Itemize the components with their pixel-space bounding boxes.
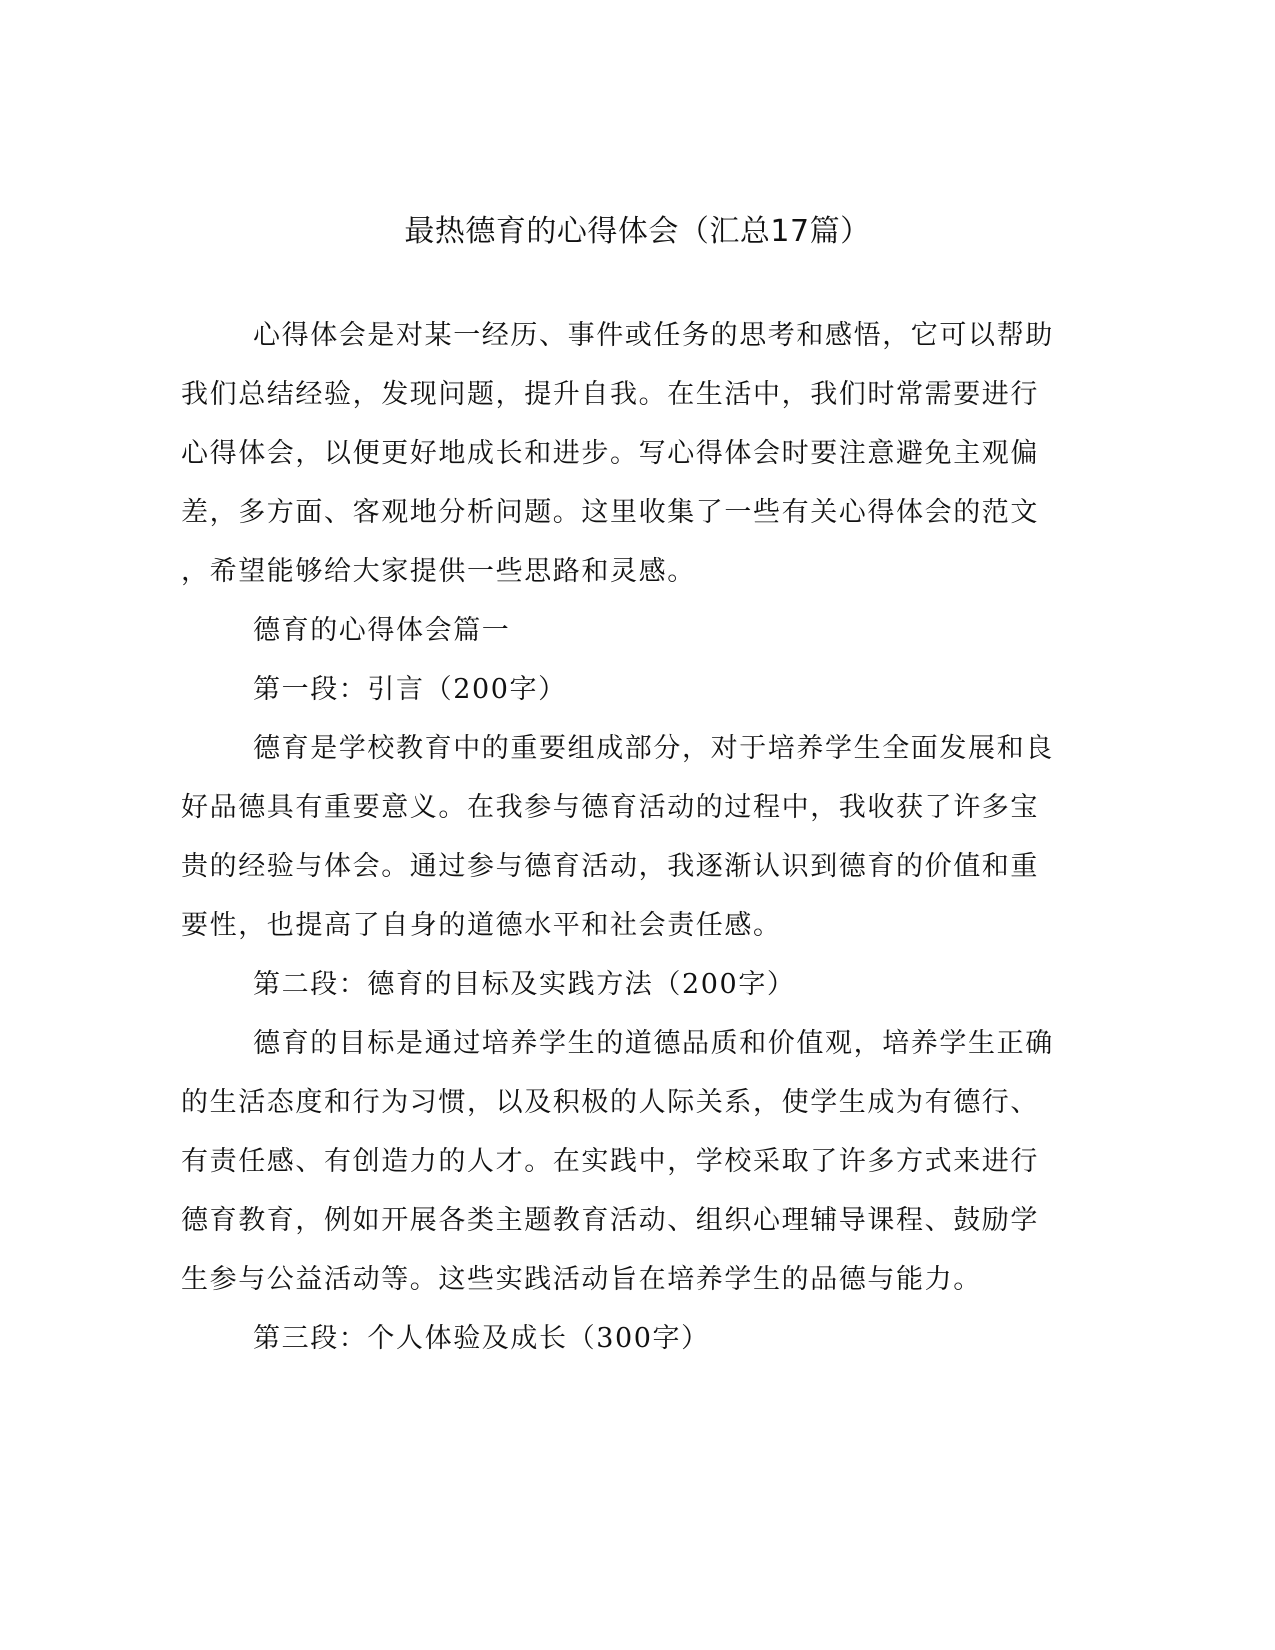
paragraph-line: 我们总结经验，发现问题，提升自我。在生活中，我们时常需要进行	[181, 379, 1039, 410]
paragraph-line: 好品德具有重要意义。在我参与德育活动的过程中，我收获了许多宝	[181, 792, 1039, 823]
paragraph-line: 的生活态度和行为习惯，以及积极的人际关系，使学生成为有德行、	[181, 1087, 1039, 1118]
section-heading: 德育的心得体会篇一	[253, 615, 511, 646]
paragraph-line: 德育教育，例如开展各类主题教育活动、组织心理辅导课程、鼓励学	[181, 1205, 1039, 1236]
paragraph-line: 德育的目标是通过培养学生的道德品质和价值观，培养学生正确	[253, 1028, 1054, 1059]
paragraph-line: ，希望能够给大家提供一些思路和灵感。	[181, 556, 696, 587]
paragraph-line: 要性，也提高了自身的道德水平和社会责任感。	[181, 910, 782, 941]
paragraph-line: 差，多方面、客观地分析问题。这里收集了一些有关心得体会的范文	[181, 497, 1039, 528]
section-heading: 第二段：德育的目标及实践方法（200字）	[253, 969, 796, 1000]
section-heading: 第三段：个人体验及成长（300字）	[253, 1323, 710, 1354]
paragraph-line: 贵的经验与体会。通过参与德育活动，我逐渐认识到德育的价值和重	[181, 851, 1039, 882]
paragraph-line: 有责任感、有创造力的人才。在实践中，学校采取了许多方式来进行	[181, 1146, 1039, 1177]
paragraph-line: 心得体会是对某一经历、事件或任务的思考和感悟，它可以帮助	[253, 320, 1054, 351]
paragraph-line: 生参与公益活动等。这些实践活动旨在培养学生的品德与能力。	[181, 1264, 982, 1295]
paragraph-line: 德育是学校教育中的重要组成部分，对于培养学生全面发展和良	[253, 733, 1054, 764]
paragraph-line: 心得体会，以便更好地成长和进步。写心得体会时要注意避免主观偏	[181, 438, 1039, 469]
document-title: 最热德育的心得体会（汇总17篇）	[404, 214, 871, 249]
section-heading: 第一段：引言（200字）	[253, 674, 567, 705]
